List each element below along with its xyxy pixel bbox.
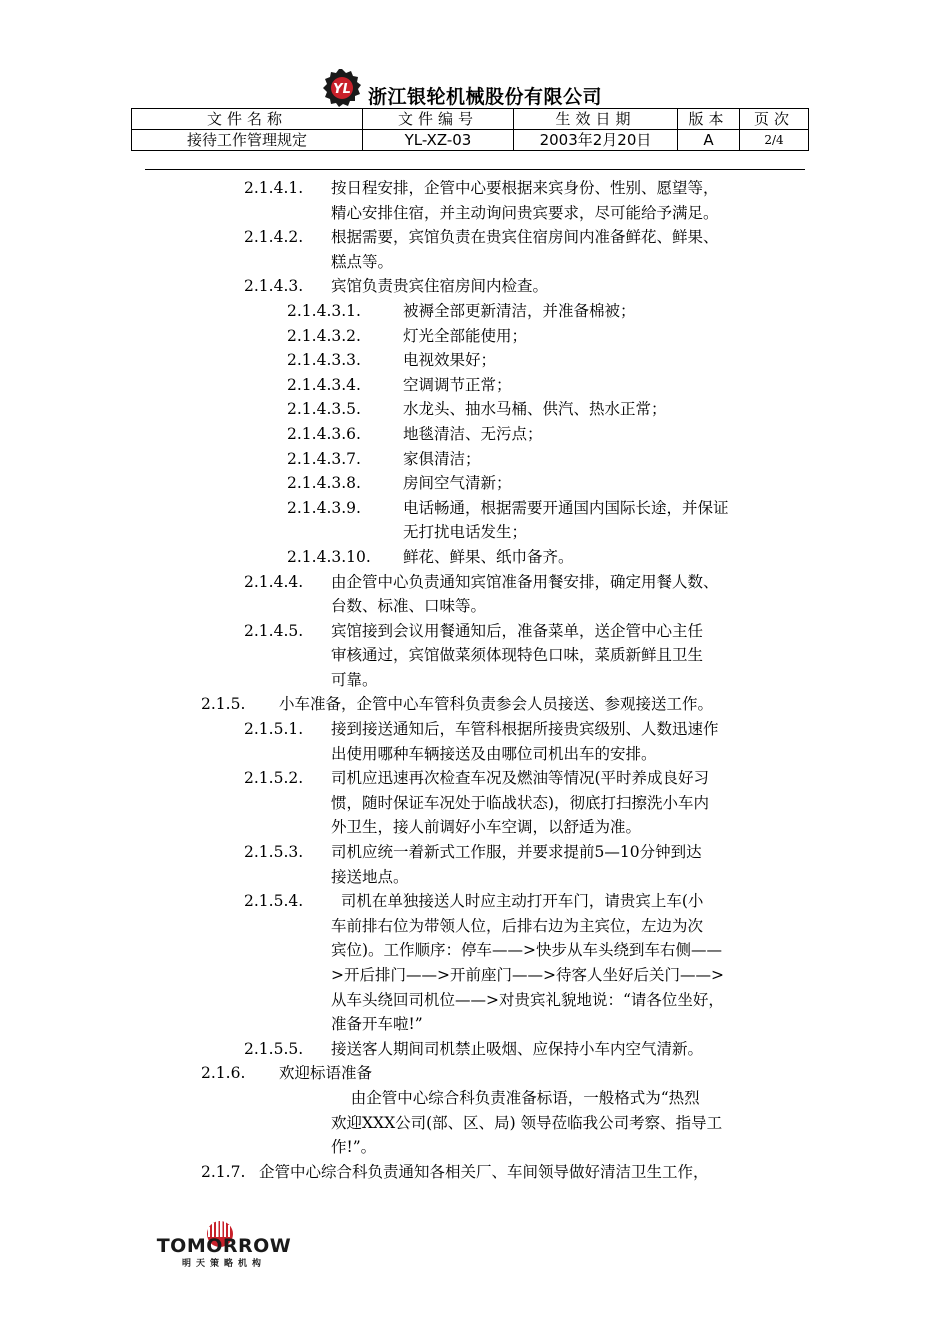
company-logo-icon	[320, 68, 364, 108]
text-line: 2.1.5.4. 司机在单独接送人时应主动打开车门，请贵宾上车(小	[244, 892, 704, 911]
label-version: 版本	[678, 109, 740, 130]
text-line: 2.1.4.3.9. 电话畅通，根据需要开通国内国际长途，并保证	[287, 498, 729, 517]
tomorrow-logo-icon	[142, 1208, 307, 1270]
text-line: 2.1.4.3.10. 鲜花、鲜果、纸巾备齐。	[287, 547, 574, 566]
text-line: 出使用哪种车辆接送及由哪位司机出车的安排。	[331, 744, 657, 763]
text-line: 2.1.4.3. 宾馆负责贵宾住宿房间内检查。	[244, 277, 549, 296]
text-line: 2.1.6. 欢迎标语准备	[201, 1064, 373, 1083]
value-page: 2/4	[740, 130, 809, 151]
document-body	[0, 176, 950, 1184]
text-line: >开后排门——>开前座门——>待客人坐好后关门——>	[331, 966, 724, 984]
text-line: 2.1.5. 小车准备，企管中心车管科负责参会人员接送、参观接送工作。	[201, 695, 714, 714]
text-line: 无打扰电话发生；	[403, 523, 528, 542]
value-file-number: YL-XZ-03	[363, 130, 514, 151]
text-line: 糕点等。	[331, 252, 394, 271]
text-line: 审核通过，宾馆做菜须体现特色口味，菜质新鲜且卫生	[331, 646, 704, 665]
text-line: 准备开车啦!”	[331, 1015, 423, 1034]
text-line: 宾位)。工作顺序：停车——>快步从车头绕到车右侧——	[331, 941, 723, 960]
text-line: 2.1.4.3.6. 地毯清洁、无污点；	[287, 424, 543, 443]
label-effective-date: 生效日期	[514, 109, 678, 130]
text-line: 2.1.4.3.3. 电视效果好；	[287, 351, 497, 370]
text-line: 欢迎XXX公司(部、区、局) 领导莅临我公司考察、指导工	[331, 1113, 723, 1132]
text-line: 2.1.5.1. 接到接送通知后，车管科根据所接贵宾级别、人数迅速作	[244, 720, 719, 739]
text-line: 可靠。	[331, 670, 378, 689]
text-line: 外卫生，接人前调好小车空调，以舒适为准。	[331, 818, 642, 837]
text-line: 2.1.4.3.1. 被褥全部更新清洁，并准备棉被；	[287, 301, 636, 320]
text-line: 2.1.7. 企管中心综合科负责通知各相关厂、车间领导做好清洁卫生工作，	[201, 1162, 709, 1181]
logo-wordmark: TOMORROW	[156, 1235, 292, 1257]
label-page: 页次	[740, 109, 809, 130]
value-file-name: 接待工作管理规定	[132, 130, 363, 151]
company-name: 浙江银轮机械股份有限公司	[368, 85, 603, 108]
text-line: 接送地点。	[331, 867, 409, 886]
text-line: 作!”。	[331, 1138, 377, 1157]
text-line: 2.1.4.3.7. 家俱清洁；	[287, 449, 481, 468]
value-version: A	[678, 130, 740, 151]
text-line: 2.1.4.4. 由企管中心负责通知宾馆准备用餐安排，确定用餐人数、	[244, 572, 719, 591]
company-header	[320, 68, 602, 108]
svg-text:YL: YL	[333, 82, 351, 97]
text-line: 由企管中心综合科负责准备标语，一般格式为“热烈	[331, 1088, 700, 1107]
header-bottom-rule	[145, 169, 805, 170]
text-line: 精心安排住宿，并主动询问贵宾要求，尽可能给予满足。	[331, 203, 719, 222]
text-line: 台数、标准、口味等。	[331, 597, 487, 616]
value-effective-date: 2003年2月20日	[514, 130, 678, 151]
logo-subtitle: 明天策略机构	[181, 1259, 267, 1269]
label-file-number: 文件编号	[363, 109, 514, 130]
document-info-table	[131, 108, 809, 151]
text-line: 车前排右位为带领人位，后排右边为主宾位，左边为次	[331, 916, 704, 935]
document-info-header-row	[132, 109, 809, 130]
text-line: 2.1.5.2. 司机应迅速再次检查车况及燃油等情况(平时养成良好习	[244, 769, 710, 788]
text-line: 2.1.4.2. 根据需要，宾馆负责在贵宾住宿房间内准备鲜花、鲜果、	[244, 228, 719, 247]
document-info-value-row	[132, 130, 809, 151]
text-line: 2.1.5.3. 司机应统一着新式工作服，并要求提前5—10分钟到达	[244, 843, 702, 862]
text-line: 2.1.4.3.5. 水龙头、抽水马桶、供汽、热水正常；	[287, 400, 667, 419]
text-line: 2.1.4.3.8. 房间空气清新；	[287, 474, 512, 493]
text-line: 2.1.4.1. 按日程安排，企管中心要根据来宾身份、性别、愿望等，	[244, 179, 719, 197]
text-line: 2.1.4.5. 宾馆接到会议用餐通知后，准备菜单，送企管中心主任	[244, 621, 704, 640]
text-line: 从车头绕回司机位——>对贵宾礼貌地说：“请各位坐好，	[331, 990, 724, 1009]
text-line: 2.1.5.5. 接送客人期间司机禁止吸烟、应保持小车内空气清新。	[244, 1039, 704, 1058]
text-line: 2.1.4.3.2. 灯光全部能使用；	[287, 326, 528, 345]
text-line: 2.1.4.3.4. 空调调节正常；	[287, 375, 512, 394]
label-file-name: 文件名称	[132, 109, 363, 130]
text-line: 惯，随时保证车况处于临战状态)，彻底打扫擦洗小车内	[331, 793, 710, 812]
